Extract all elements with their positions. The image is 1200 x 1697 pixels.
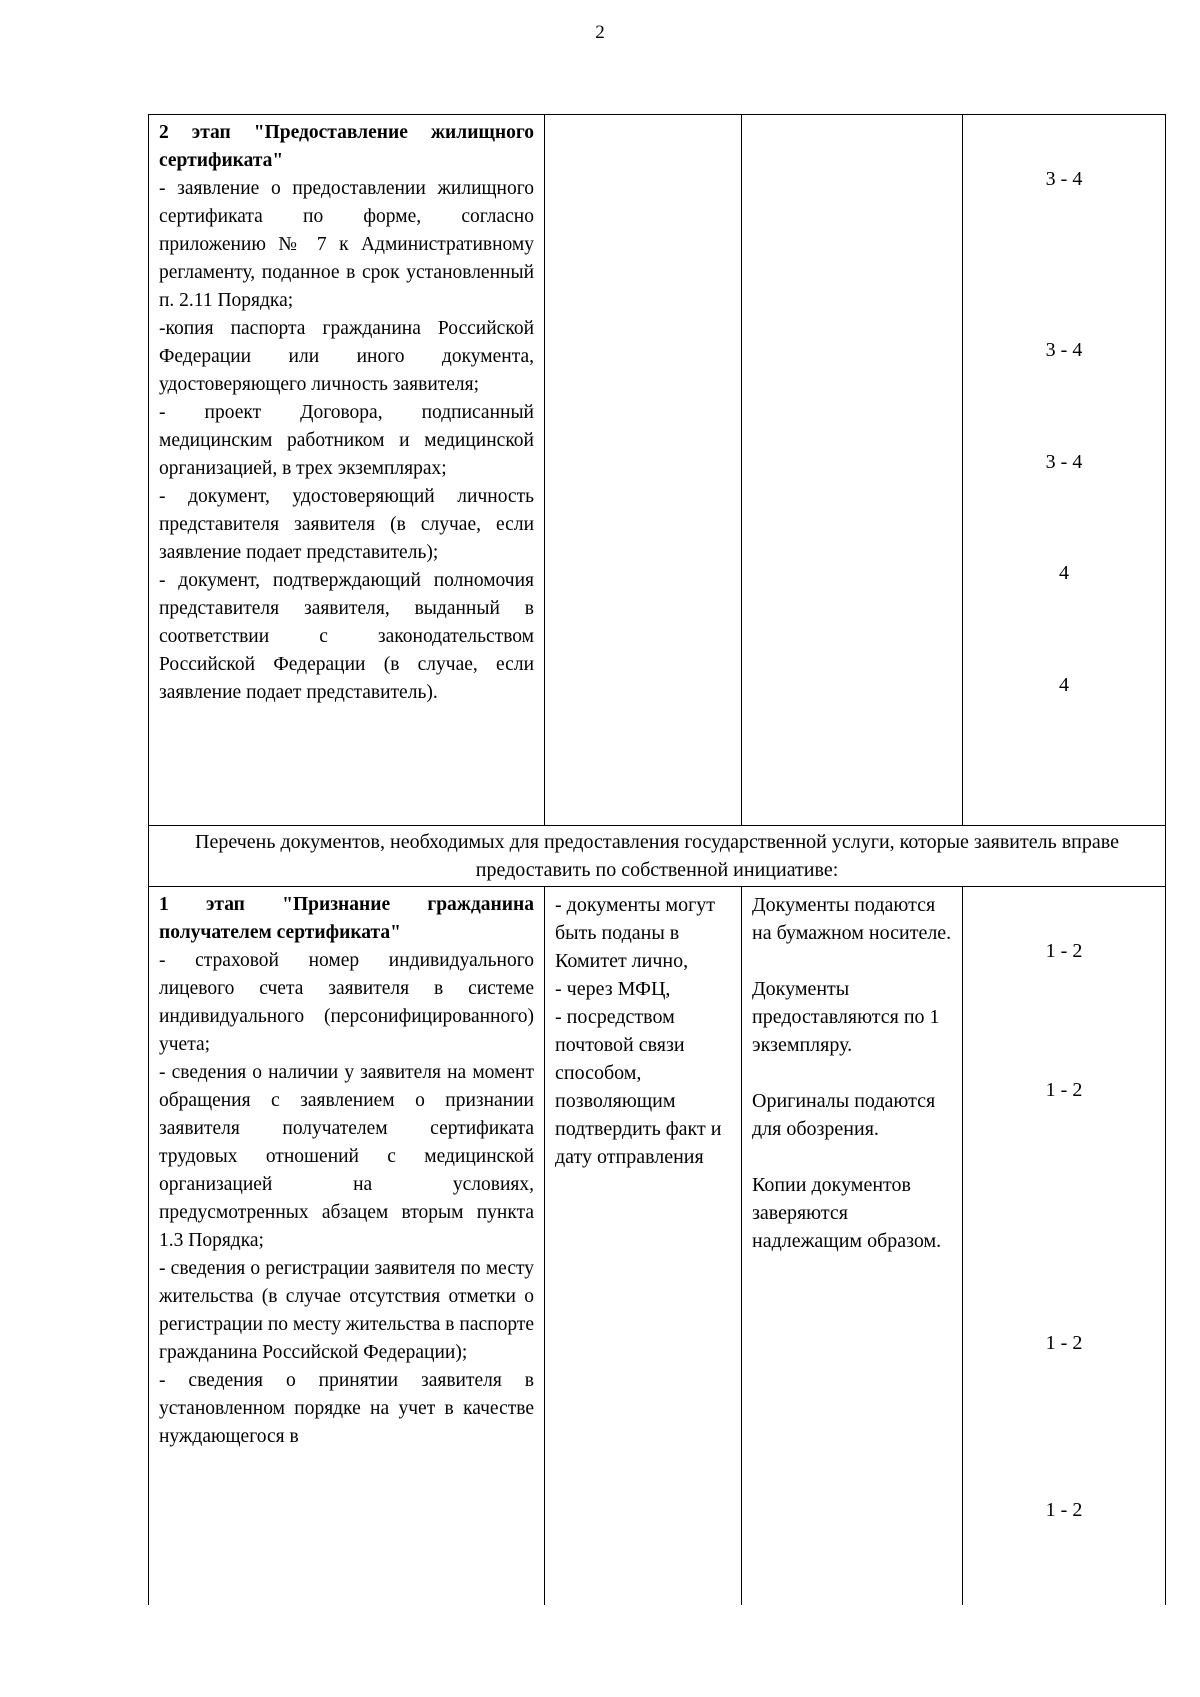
stage-code: 3 - 4: [1045, 339, 1083, 361]
stage-code: 1 - 2: [1045, 940, 1083, 962]
stage2-codes-cell: [963, 115, 1165, 825]
stage-code: 4: [1059, 674, 1069, 696]
stage-code: 1 - 2: [1045, 1332, 1083, 1354]
stage2-item: - проект Договора, подписанный медицинским работником и медицинской организацией, в трех экземплярах;: [159, 402, 534, 479]
submission-method: - документы могут быть поданы в Комитет лично,: [555, 894, 716, 972]
requirement-note: Копии документов заверяются надлежащим образом.: [752, 1174, 942, 1252]
stage1-row: [148, 886, 1166, 1605]
stage2-item: - документ, подтверждающий полномочия представителя заявителя, выданный в соответствии с законодательством Российской Федерации (в случае, если заявление подает представитель).: [159, 570, 534, 703]
requirement-note: Оригиналы подаются для обозрения.: [752, 1090, 936, 1140]
stage1-item: - страховой номер индивидуального лицевого счета заявителя в системе индивидуального (персонифицированного) учета;: [159, 950, 534, 1055]
stage2-notes-cell: [742, 115, 963, 825]
stage-code: 1 - 2: [1045, 1079, 1083, 1101]
stage1-item: - сведения о принятии заявителя в установленном порядке на учет в качестве нуждающегося в: [159, 1370, 534, 1447]
stage2-documents-cell: [149, 115, 545, 825]
submission-method: - посредством почтовой связи способом, позволяющим подтвердить факт и дату отправления: [555, 1006, 722, 1168]
submission-method: - через МФЦ,: [555, 978, 671, 1000]
stage1-documents-cell: [149, 887, 545, 1605]
stage2-item: -копия паспорта гражданина Российской Федерации или иного документа, удостоверяющего личность заявителя;: [159, 318, 534, 395]
stage2-row: [148, 114, 1166, 826]
stage-code: 4: [1059, 562, 1069, 584]
stage1-title: 1 этап "Признание гражданина получателем сертификата": [159, 894, 534, 943]
stage-code: 1 - 2: [1045, 1499, 1083, 1521]
stage2-item: - документ, удостоверяющий личность представителя заявителя (в случае, если заявление подает представитель);: [159, 486, 534, 563]
page-number: 2: [595, 22, 605, 43]
requirement-note: Документы предоставляются по 1 экземпляру.: [752, 978, 940, 1056]
stage1-codes-cell: [963, 887, 1165, 1605]
stage2-submission-cell: [545, 115, 742, 825]
stage2-item: - заявление о предоставлении жилищного сертификата по форме, согласно приложению № 7 к Административному регламенту, поданное в срок установленный п. 2.11 Порядка;: [159, 178, 534, 311]
documents-table: [148, 114, 1166, 1605]
stage1-submission-cell: [545, 887, 742, 1605]
stage1-item: - сведения о наличии у заявителя на момент обращения с заявлением о признании заявителя получателем сертификата трудовых отношений с медицинской организацией на условиях, предусмотренных абзацем вторым пункта 1.3 Порядка;: [159, 1062, 534, 1251]
stage-code: 3 - 4: [1045, 451, 1083, 473]
stage2-title: 2 этап "Предоставление жилищного сертификата": [159, 122, 534, 171]
stage1-item: - сведения о регистрации заявителя по месту жительства (в случае отсутствия отметки о регистрации по месту жительства в паспорте гражданина Российской Федерации);: [159, 1258, 534, 1363]
optional-documents-heading: Перечень документов, необходимых для предоставления государственной услуги, которые заявитель вправе предоставить по собственной инициативе:: [148, 825, 1166, 887]
stage-code: 3 - 4: [1045, 168, 1083, 190]
requirement-note: Документы подаются на бумажном носителе.: [752, 894, 952, 944]
stage1-notes-cell: [742, 887, 963, 1605]
